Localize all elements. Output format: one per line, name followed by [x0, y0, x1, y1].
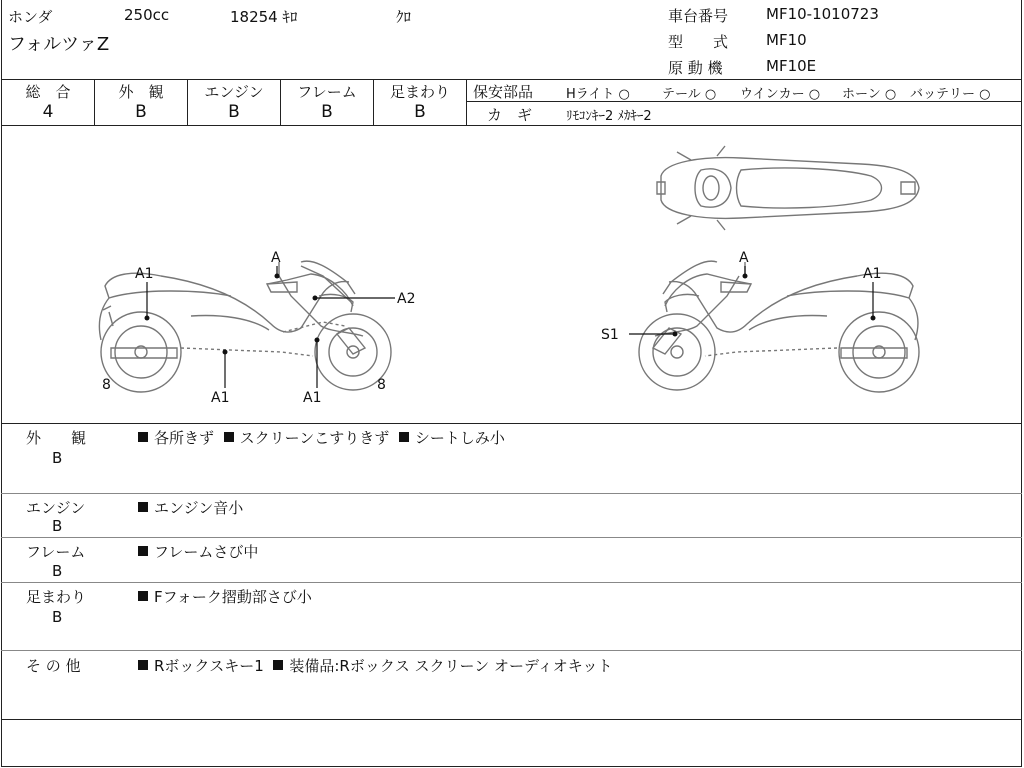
grade-value-exterior: B — [135, 102, 147, 122]
label-a1-bottom-right: A1 — [303, 390, 322, 406]
note-items-suspension: Fフォーク摺動部さび小 — [138, 586, 312, 607]
note-category-frame: フレーム — [26, 543, 86, 561]
divider — [466, 79, 467, 125]
label-a1-rear: A1 — [863, 266, 882, 282]
frame-no: MF10-1010723 — [766, 5, 879, 23]
safety-item-horn: ホーン ○ — [842, 87, 897, 102]
label-a2-screen: A2 — [397, 291, 416, 307]
maker: ホンダ — [8, 8, 53, 26]
safety-item-headlight: Hライト ○ — [566, 87, 630, 102]
grade-label-exterior: 外 観 — [118, 83, 164, 101]
safety-item-battery: バッテリー ○ — [910, 87, 991, 102]
bullet-icon — [399, 432, 409, 442]
grade-value-frame: B — [321, 102, 333, 122]
note-category-suspension: 足まわり — [26, 588, 87, 606]
label-a-mirror-right: A — [739, 250, 749, 266]
damage-diagram — [1, 126, 1021, 422]
engine-value: MF10E — [766, 57, 817, 75]
note-items-exterior: 各所きず スクリーンこすりきず シートしみ小 — [138, 427, 505, 448]
note-grade-frame: B — [52, 562, 63, 580]
label-s1: S1 — [601, 327, 619, 343]
note-items-frame: フレームさび中 — [138, 541, 258, 562]
divider — [1, 537, 1022, 538]
label-a1-bottom-left: A1 — [211, 390, 230, 406]
frame-no-label: 車台番号 — [668, 7, 729, 25]
mileage: 18254 ｷﾛ — [230, 8, 298, 26]
type-value: MF10 — [766, 31, 807, 49]
grade-label-frame: フレーム — [297, 83, 357, 101]
grade-label-overall: 総 合 — [25, 83, 71, 101]
grade-label-suspension: 足まわり — [389, 83, 450, 101]
bullet-icon — [273, 660, 283, 670]
bullet-icon — [138, 660, 148, 670]
safety-item-tail: テール ○ — [662, 87, 717, 102]
grade-label-engine: エンジン — [204, 83, 264, 101]
note-grade-exterior: B — [52, 449, 63, 467]
note-category-exterior: 外 観 — [26, 429, 87, 447]
note-category-engine: エンジン — [26, 499, 86, 517]
safety-item-winker: ウインカー ○ — [740, 87, 821, 102]
divider — [1, 650, 1022, 651]
type-label: 型 式 — [668, 33, 729, 51]
bullet-icon — [138, 591, 148, 601]
note-category-other: そ の 他 — [26, 657, 81, 675]
note-items-engine: エンジン音小 — [138, 497, 243, 518]
grade-value-overall: 4 — [42, 102, 54, 122]
displacement: 250cc — [124, 6, 170, 24]
label-8-right: 8 — [377, 377, 386, 393]
grade-value-engine: B — [228, 102, 240, 122]
grade-value-suspension: B — [414, 102, 426, 122]
color: ｸﾛ — [396, 8, 412, 26]
key-value: ﾘﾓｺﾝｷｰ2 ﾒｶｷｰ2 — [566, 109, 652, 124]
model-name: フォルツァZ — [8, 34, 110, 55]
key-label: カ ギ — [487, 106, 533, 124]
safety-label: 保安部品 — [473, 83, 534, 101]
bullet-icon — [138, 502, 148, 512]
bullet-icon — [138, 546, 148, 556]
note-grade-suspension: B — [52, 608, 63, 626]
label-8-left: 8 — [102, 377, 111, 393]
scooter-top-view-icon — [657, 146, 919, 230]
bullet-icon — [224, 432, 234, 442]
bullet-icon — [138, 432, 148, 442]
note-grade-engine: B — [52, 517, 63, 535]
label-a-mirror-left: A — [271, 250, 281, 266]
divider — [1, 582, 1022, 583]
divider — [1, 719, 1022, 720]
divider — [1, 493, 1022, 494]
divider — [1, 79, 1022, 80]
engine-label: 原 動 機 — [668, 59, 723, 77]
divider — [1, 423, 1022, 424]
note-items-other: Rボックスキー1 装備品:Rボックス スクリーン オーディオキット — [138, 655, 612, 676]
label-a1-seat: A1 — [135, 266, 154, 282]
